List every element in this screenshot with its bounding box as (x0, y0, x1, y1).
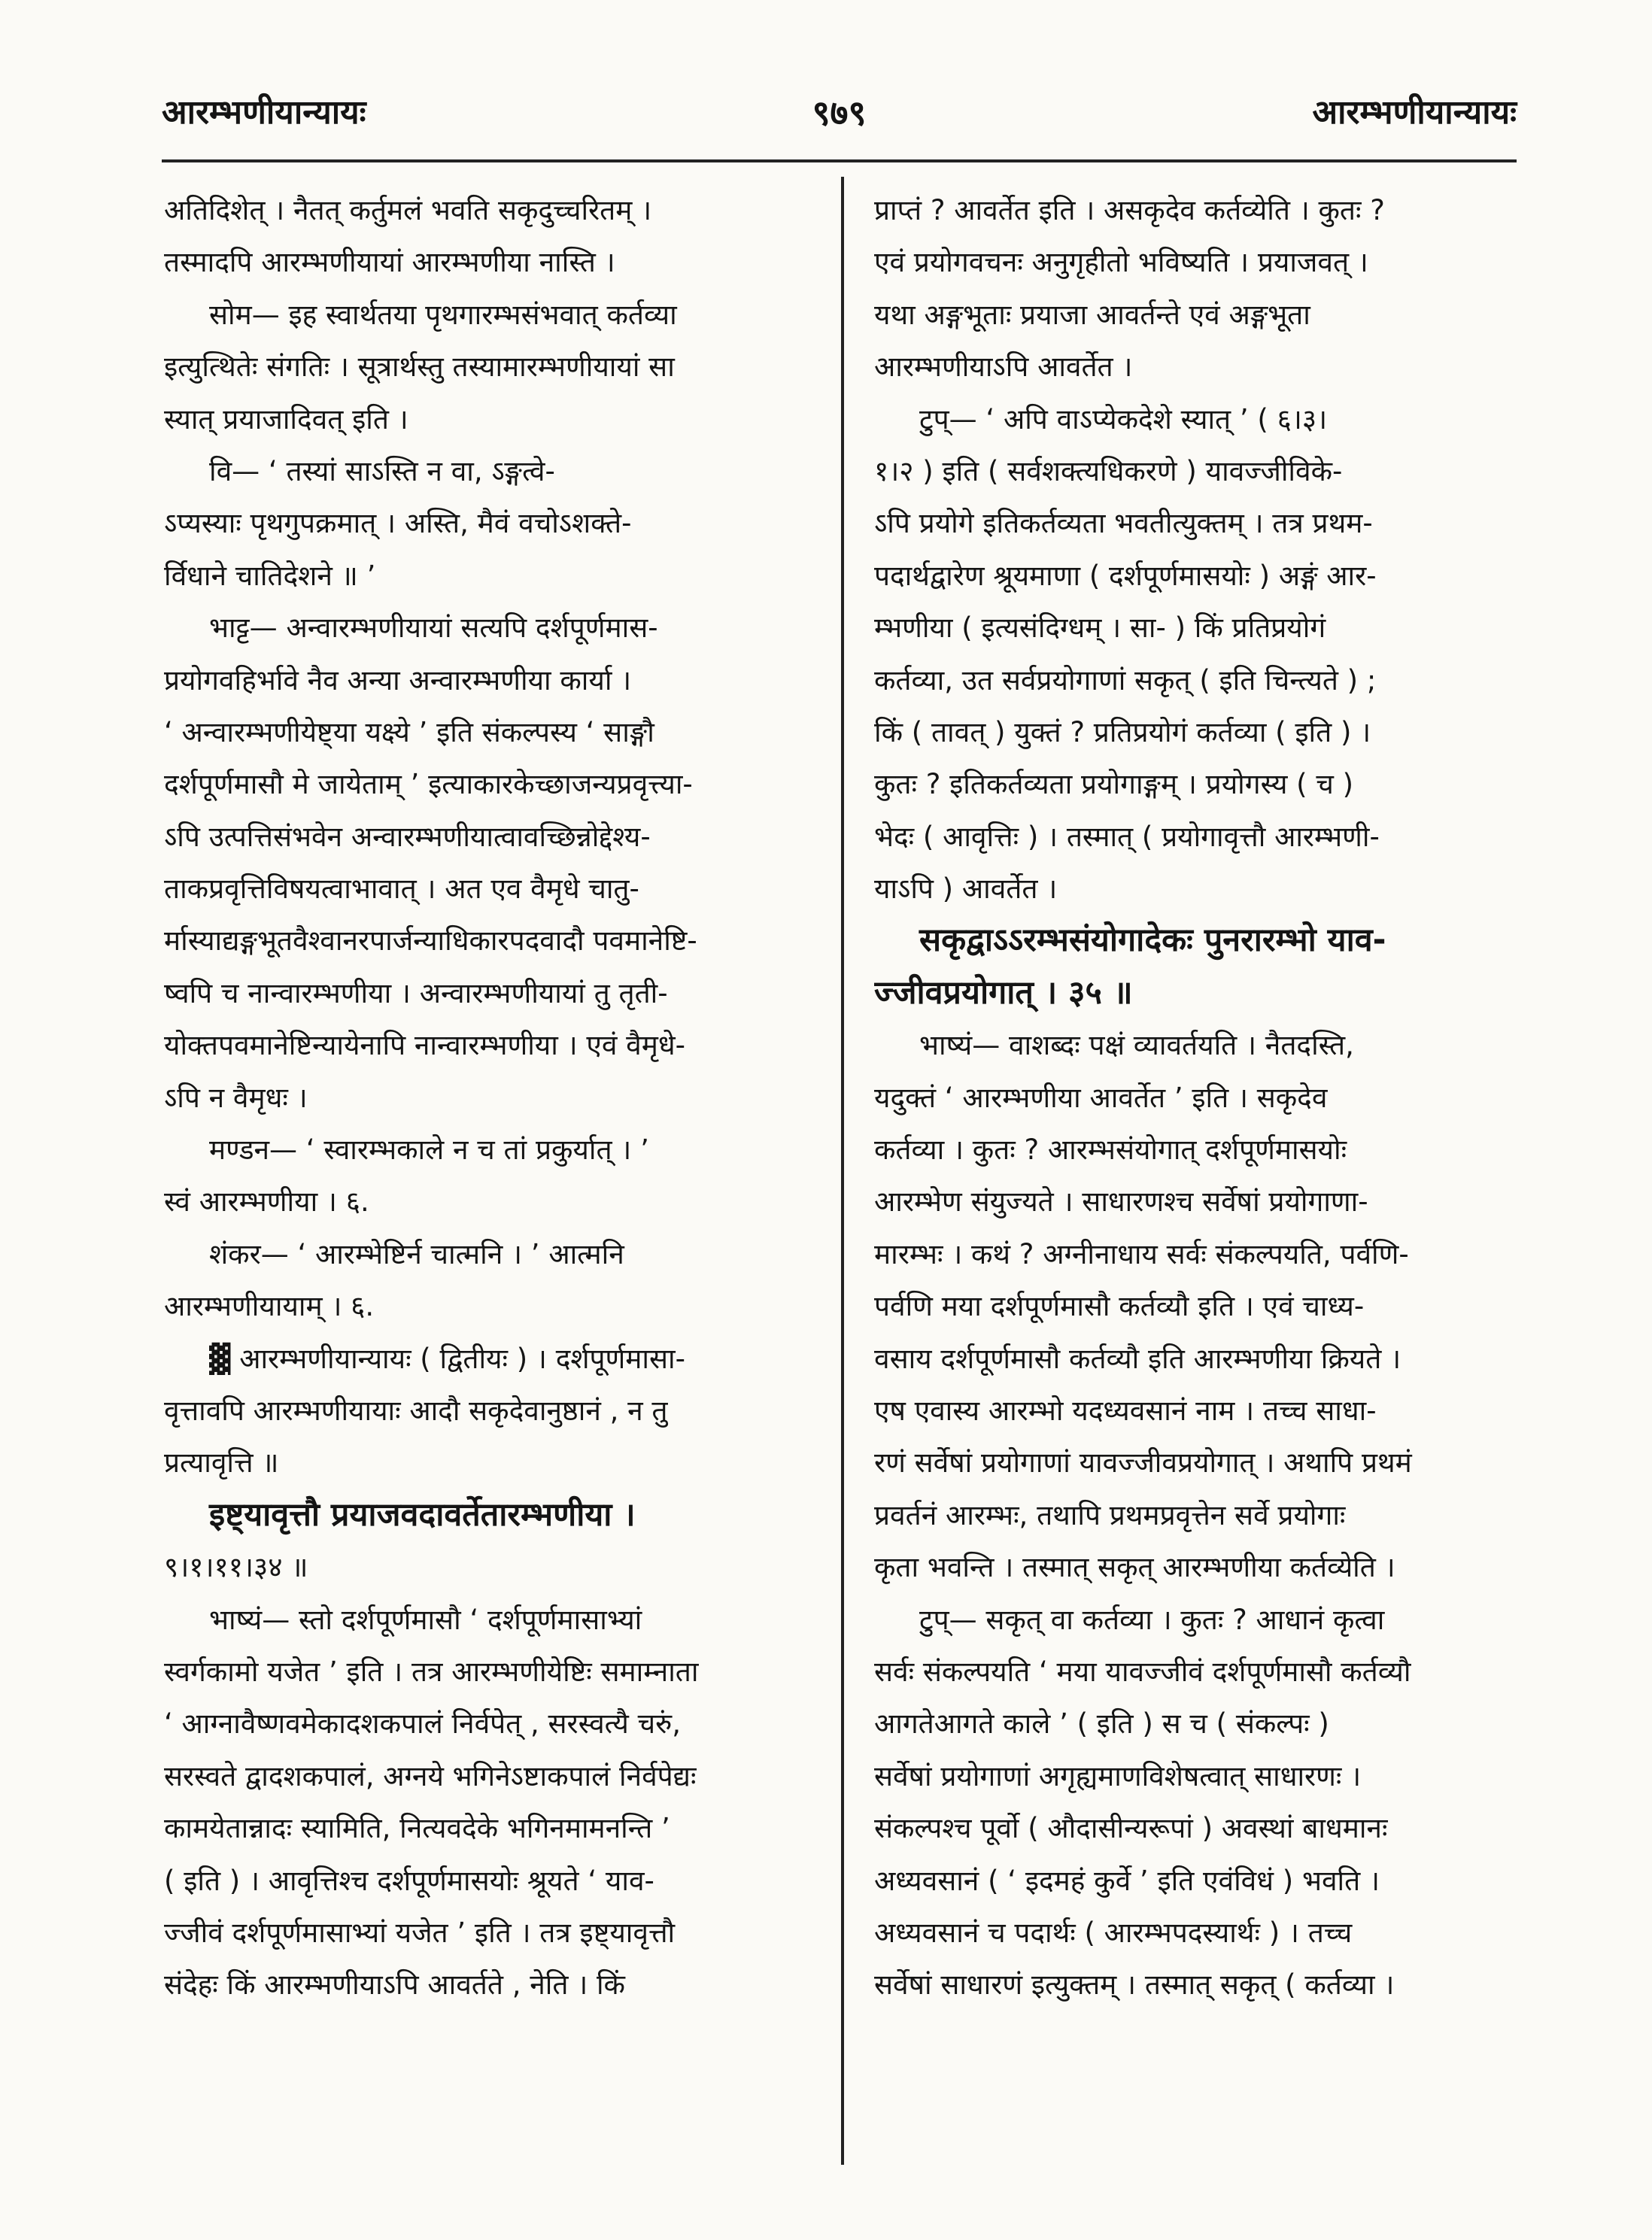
text-line: पर्वणि मया दर्शपूर्णमासौ कर्तव्यौ इति । एवं चाध्य- (874, 1290, 1365, 1323)
text-line: ऽप्यस्याः पृथगुपक्रमात् । अस्ति, मैवं वचोऽशक्ते- (164, 507, 632, 540)
text-line: सोम— इह स्वार्थतया पृथगारम्भसंभवात् कर्तव्या (209, 298, 677, 331)
page-number: ९७९ (812, 93, 867, 133)
text-line: दर्शपूर्णमासौ मे जायेताम् ’ इत्याकारकेच्छाजन्यप्रवृत्त्या- (164, 768, 693, 801)
text-line: तस्मादपि आरम्भणीयायां आरम्भणीया नास्ति । (164, 246, 615, 279)
text-line: एष एवास्य आरम्भो यदध्यवसानं नाम । तच्च साधा- (874, 1394, 1377, 1427)
text-line: आरम्भणीयायाम् । ६. (164, 1290, 375, 1323)
text-line: कुतः ? इतिकर्तव्यता प्रयोगाङ्गम् । प्रयोगस्य ( च ) (874, 768, 1354, 801)
text-line: सर्वेषां साधारणं इत्युक्तम् । तस्मात् सकृत् ( कर्तव्या । (874, 1968, 1395, 2002)
page-header (162, 90, 1517, 150)
text-line: आरम्भेण संयुज्यते । साधारणश्च सर्वेषां प्रयोगाणा- (874, 1185, 1368, 1219)
text-line: किं ( तावत् ) युक्तं ? प्रतिप्रयोगं कर्तव्या ( इति ) । (874, 715, 1371, 748)
text-line: यथा अङ्गभूताः प्रयाजा आवर्तन्ते एवं अङ्गभूता (874, 298, 1310, 331)
sutra-heading: सकृद्वाऽऽरम्भसंयोगादेकः पुनरारम्भो याव- (919, 921, 1386, 960)
text-line: याऽपि ) आवर्तेत । (874, 873, 1058, 906)
text-line: कृता भवन्ति । तस्मात् सकृत् आरम्भणीया कर्तव्येति । (874, 1551, 1395, 1584)
text-line: मण्डन— ‘ स्वारम्भकाले न च तां प्रकुर्यात् । ’ (209, 1134, 649, 1167)
column-divider (841, 177, 844, 2165)
text-line: अध्यवसानं ( ‘ इदमहं कुर्वे ’ इति एवंविधं ) भवति । (874, 1864, 1380, 1897)
text-line: भेदः ( आवृत्तिः ) । तस्मात् ( प्रयोगावृत्तौ आरम्भणी- (874, 820, 1380, 853)
text-line: सरस्वते द्वादशकपालं, अग्नये भगिनेऽष्टाकपालं निर्वपेद्यः (164, 1759, 697, 1792)
text-line: ऽपि न वैमृधः । (164, 1081, 308, 1114)
text-line: अतिदिशेत् । नैतत् कर्तुमलं भवति सकृदुच्चरितम् । (164, 194, 652, 226)
text-line: आगतेआगते काले ’ ( इति ) स च ( संकल्पः ) (874, 1707, 1329, 1741)
text-line: पदार्थद्वारेण श्रूयमाणा ( दर्शपूर्णमासयोः ) अङ्गं आर- (874, 559, 1377, 592)
text-line: इत्युत्थितेः संगतिः । सूत्रार्थस्तु तस्यामारम्भणीयायां सा (164, 351, 675, 384)
text-line: कर्तव्या । कुतः ? आरम्भसंयोगात् दर्शपूर्णमासयोः (874, 1134, 1347, 1167)
text-line: ष्वपि च नान्वारम्भणीया । अन्वारम्भणीयायां तु तृती- (164, 976, 668, 1009)
running-head-right: आरम्भणीयान्यायः (1312, 93, 1517, 132)
text-line: संदेहः किं आरम्भणीयाऽपि आवर्तते , नेति । किं (164, 1968, 625, 2002)
running-head-left: आरम्भणीयान्यायः (162, 93, 366, 132)
text-line: भाष्यं— स्तो दर्शपूर्णमासौ ‘ दर्शपूर्णमासाभ्यां (209, 1603, 642, 1636)
sutra-heading-continued: ज्जीवप्रयोगात् । ३५ ॥ (874, 973, 1133, 1012)
right-column (874, 184, 1529, 2011)
text-line: टुप्— ‘ अपि वाऽप्येकदेशे स्यात् ’ ( ६।३। (919, 402, 1328, 436)
text-line: शंकर— ‘ आरम्भेष्टिर्न चात्मनि । ’ आत्मनि (209, 1237, 624, 1270)
text-line: र्मास्याद्यङ्गभूतवैश्वानरपार्जन्याधिकारपदवादौ पवमानेष्टि- (164, 924, 697, 958)
text-line: योक्तपवमानेष्टिन्यायेनापि नान्वारम्भणीया । एवं वैमृधे- (164, 1029, 685, 1062)
text-line: प्रयोगवहिर्भावे नैव अन्या अन्वारम्भणीया कार्या । (164, 663, 632, 697)
text-line: वसाय दर्शपूर्णमासौ कर्तव्यौ इति आरम्भणीया क्रियते । (874, 1342, 1401, 1375)
text-line: रणं सर्वेषां प्रयोगाणां यावज्जीवप्रयोगात् । अथापि प्रथमं (874, 1446, 1412, 1480)
text-line: र्विधाने चातिदेशने ॥ ’ (164, 559, 376, 592)
text-line: ताकप्रवृत्तिविषयत्वाभावात् । अत एव वैमृधे चातु- (164, 873, 639, 906)
text-line: सर्वेषां प्रयोगाणां अगृह्यमाणविशेषत्वात् साधारणः । (874, 1759, 1362, 1792)
sutra-heading: इष्ट्यावृत्तौ प्रयाजवदावर्तेतारम्भणीया । (209, 1495, 636, 1534)
text-line: अध्यवसानं च पदार्थः ( आरम्भपदस्यार्थः ) । तच्च (874, 1916, 1353, 1949)
header-rule (162, 159, 1517, 162)
text-line: स्वं आरम्भणीया । ६. (164, 1185, 369, 1219)
text-line: टुप्— सकृत् वा कर्तव्या । कुतः ? आधानं कृत्वा (919, 1603, 1385, 1636)
text-line: ▓ आरम्भणीयान्यायः ( द्वितीयः ) । दर्शपूर्णमासा- (209, 1342, 685, 1375)
left-column (164, 184, 818, 2011)
text-line: प्राप्तं ? आवर्तेत इति । असकृदेव कर्तव्येति । कुतः ? (874, 194, 1385, 226)
text-line: ज्जीवं दर्शपूर्णमासाभ्यां यजेत ’ इति । तत्र इष्ट्यावृत्तौ (164, 1916, 676, 1949)
text-line: ‘ आग्नावैष्णवमेकादशकपालं निर्वपेत् , सरस्वत्यै चरुं, (164, 1707, 681, 1741)
text-line: प्रत्यावृत्ति ॥ (164, 1446, 279, 1480)
text-line: ( इति ) । आवृत्तिश्च दर्शपूर्णमासयोः श्रूयते ‘ याव- (164, 1864, 654, 1897)
text-line: म्भणीया ( इत्यसंदिग्धम् । सा- ) किं प्रतिप्रयोगं (874, 612, 1326, 645)
text-line: स्यात् प्रयाजादिवत् इति । (164, 402, 408, 436)
text-line: ऽपि प्रयोगे इतिकर्तव्यता भवतीत्युक्तम् । तत्र प्रथम- (874, 507, 1373, 540)
text-line: स्वर्गकामो यजेत ’ इति । तत्र आरम्भणीयेष्टिः समाम्नाता (164, 1655, 699, 1688)
text-line: १।२ ) इति ( सर्वशक्त्यधिकरणे ) यावज्जीविके- (874, 454, 1343, 487)
text-line: प्रवर्तनं आरम्भः, तथापि प्रथमप्रवृत्तेन सर्वे प्रयोगाः (874, 1498, 1346, 1531)
text-line: कामयेतान्नादः स्यामिति, नित्यवदेके भगिनमामनन्ति ’ (164, 1812, 670, 1845)
text-line: भाष्यं— वाशब्दः पक्षं व्यावर्तयति । नैतदस्ति, (919, 1029, 1354, 1062)
text-line: मारम्भः । कथं ? अग्नीनाधाय सर्वः संकल्पयति, पर्वणि- (874, 1237, 1409, 1270)
text-line: यदुक्तं ‘ आरम्भणीया आवर्तेत ’ इति । सकृदेव (874, 1081, 1328, 1114)
text-line: वृत्तावपि आरम्भणीयायाः आदौ सकृदेवानुष्ठानं , न तु (164, 1394, 668, 1427)
text-line: वि— ‘ तस्यां साऽस्ति न वा, ऽङ्गत्वे- (209, 454, 555, 487)
text-line: ‘ अन्वारम्भणीयेष्ट्या यक्ष्ये ’ इति संकल्पस्य ‘ साङ्गौ (164, 715, 654, 748)
sutra-reference: ९।१।११।३४ ॥ (164, 1551, 308, 1584)
text-line: भाट्ट— अन्वारम्भणीयायां सत्यपि दर्शपूर्णमास- (209, 612, 658, 645)
text-line: एवं प्रयोगवचनः अनुगृहीतो भविष्यति । प्रयाजवत् । (874, 246, 1368, 279)
text-line: कर्तव्या, उत सर्वप्रयोगाणां सकृत् ( इति चिन्त्यते ) ; (874, 663, 1377, 697)
text-line: आरम्भणीयाऽपि आवर्तेत । (874, 351, 1133, 384)
text-line: सर्वः संकल्पयति ‘ मया यावज्जीवं दर्शपूर्णमासौ कर्तव्यौ (874, 1655, 1411, 1688)
text-line: संकल्पश्च पूर्वो ( औदासीन्यरूपां ) अवस्थां बाधमानः (874, 1812, 1388, 1845)
text-line: ऽपि उत्पत्तिसंभवेन अन्वारम्भणीयात्वावच्छिन्नोद्देश्य- (164, 820, 651, 853)
